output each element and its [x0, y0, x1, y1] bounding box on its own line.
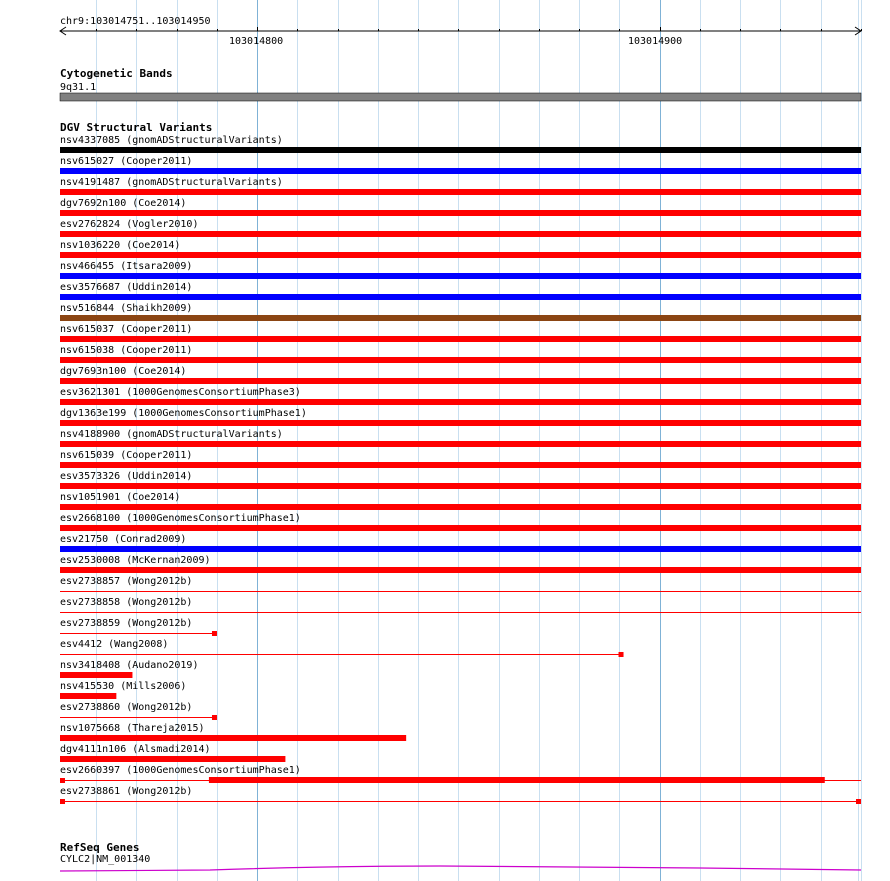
- cytoband-bar[interactable]: [60, 93, 861, 101]
- ruler-tick-label: 103014900: [628, 36, 683, 47]
- feature-label: nsv1036220 (Coe2014): [60, 240, 181, 251]
- feature-bar[interactable]: [60, 735, 406, 741]
- feature-bar[interactable]: [60, 336, 861, 342]
- feature-label: nsv615038 (Cooper2011): [60, 345, 193, 356]
- gene-label: CYLC2|NM_001340: [60, 854, 151, 865]
- feature-start-box: [60, 799, 65, 804]
- feature-bar[interactable]: [60, 756, 285, 762]
- feature-bar[interactable]: [60, 294, 861, 300]
- ruler[interactable]: [60, 16, 862, 47]
- feature-bar[interactable]: [60, 399, 861, 405]
- feature-bar[interactable]: [60, 525, 861, 531]
- track-title-cytogenetic-bands: Cytogenetic Bands: [60, 67, 173, 80]
- feature-start-box: [60, 778, 65, 783]
- feature-label: nsv615037 (Cooper2011): [60, 324, 193, 335]
- feature-end-box: [212, 631, 217, 636]
- feature-label: esv3621301 (1000GenomesConsortiumPhase3): [60, 387, 301, 398]
- feature-bar[interactable]: [60, 231, 861, 237]
- feature-label: nsv3418408 (Audano2019): [60, 660, 199, 671]
- feature-label: esv2762824 (Vogler2010): [60, 219, 199, 230]
- feature-label: esv21750 (Conrad2009): [60, 534, 187, 545]
- location-label: chr9:103014751..103014950: [60, 16, 211, 27]
- feature-end-box: [619, 652, 624, 657]
- feature-label: esv2668100 (1000GenomesConsortiumPhase1): [60, 513, 301, 524]
- feature-label: esv2738860 (Wong2012b): [60, 702, 193, 713]
- feature-label: nsv4337085 (gnomADStructuralVariants): [60, 135, 283, 146]
- feature-bar[interactable]: [60, 672, 132, 678]
- feature-label: dgv7693n100 (Coe2014): [60, 366, 187, 377]
- dgv-feature-row[interactable]: [60, 744, 285, 762]
- feature-label: nsv615027 (Cooper2011): [60, 156, 193, 167]
- feature-block[interactable]: [209, 777, 825, 783]
- feature-label: dgv1363e199 (1000GenomesConsortiumPhase1): [60, 408, 307, 419]
- feature-label: nsv516844 (Shaikh2009): [60, 303, 193, 314]
- feature-label: esv2738861 (Wong2012b): [60, 786, 193, 797]
- feature-label: esv4412 (Wang2008): [60, 639, 169, 650]
- feature-label: esv2738857 (Wong2012b): [60, 576, 193, 587]
- feature-bar[interactable]: [60, 378, 861, 384]
- feature-bar[interactable]: [60, 189, 861, 195]
- feature-label: esv2738858 (Wong2012b): [60, 597, 193, 608]
- ruler-tick-label: 103014800: [229, 36, 284, 47]
- dgv-feature-row[interactable]: [60, 639, 624, 657]
- feature-bar[interactable]: [60, 252, 861, 258]
- feature-label: esv2660397 (1000GenomesConsortiumPhase1): [60, 765, 301, 776]
- feature-bar[interactable]: [60, 147, 861, 153]
- track-title-dgv-structural-variants: DGV Structural Variants: [60, 121, 213, 134]
- feature-label: esv3573326 (Uddin2014): [60, 471, 193, 482]
- feature-label: esv2738859 (Wong2012b): [60, 618, 193, 629]
- feature-label: nsv415530 (Mills2006): [60, 681, 187, 692]
- feature-bar[interactable]: [60, 357, 861, 363]
- feature-label: nsv1051901 (Coe2014): [60, 492, 181, 503]
- cytoband-label: 9q31.1: [60, 82, 97, 93]
- feature-label: nsv466455 (Itsara2009): [60, 261, 193, 272]
- feature-bar[interactable]: [60, 420, 861, 426]
- feature-bar[interactable]: [60, 441, 861, 447]
- feature-bar[interactable]: [60, 693, 116, 699]
- dgv-feature-row[interactable]: [60, 702, 217, 720]
- feature-bar[interactable]: [60, 546, 861, 552]
- feature-label: nsv4191487 (gnomADStructuralVariants): [60, 177, 283, 188]
- feature-bar[interactable]: [60, 483, 861, 489]
- ruler-ticks: [97, 27, 862, 31]
- feature-bar[interactable]: [60, 315, 861, 321]
- feature-bar[interactable]: [60, 168, 861, 174]
- feature-bar[interactable]: [60, 273, 861, 279]
- feature-label: dgv4111n106 (Alsmadi2014): [60, 744, 211, 755]
- feature-label: esv2530008 (McKernan2009): [60, 555, 211, 566]
- feature-label: nsv615039 (Cooper2011): [60, 450, 193, 461]
- feature-end-box: [856, 799, 861, 804]
- feature-label: nsv1075668 (Thareja2015): [60, 723, 205, 734]
- feature-label: nsv4188900 (gnomADStructuralVariants): [60, 429, 283, 440]
- feature-bar[interactable]: [60, 210, 861, 216]
- feature-label: dgv7692n100 (Coe2014): [60, 198, 187, 209]
- dgv-feature-row[interactable]: [60, 681, 186, 699]
- track-title-refseq-genes: RefSeq Genes: [60, 841, 140, 854]
- feature-bar[interactable]: [60, 462, 861, 468]
- dgv-feature-row[interactable]: [60, 618, 217, 636]
- feature-bar[interactable]: [60, 567, 861, 573]
- dgv-feature-row[interactable]: [60, 723, 406, 741]
- feature-bar[interactable]: [60, 504, 861, 510]
- feature-end-box: [212, 715, 217, 720]
- feature-label: esv3576687 (Uddin2014): [60, 282, 193, 293]
